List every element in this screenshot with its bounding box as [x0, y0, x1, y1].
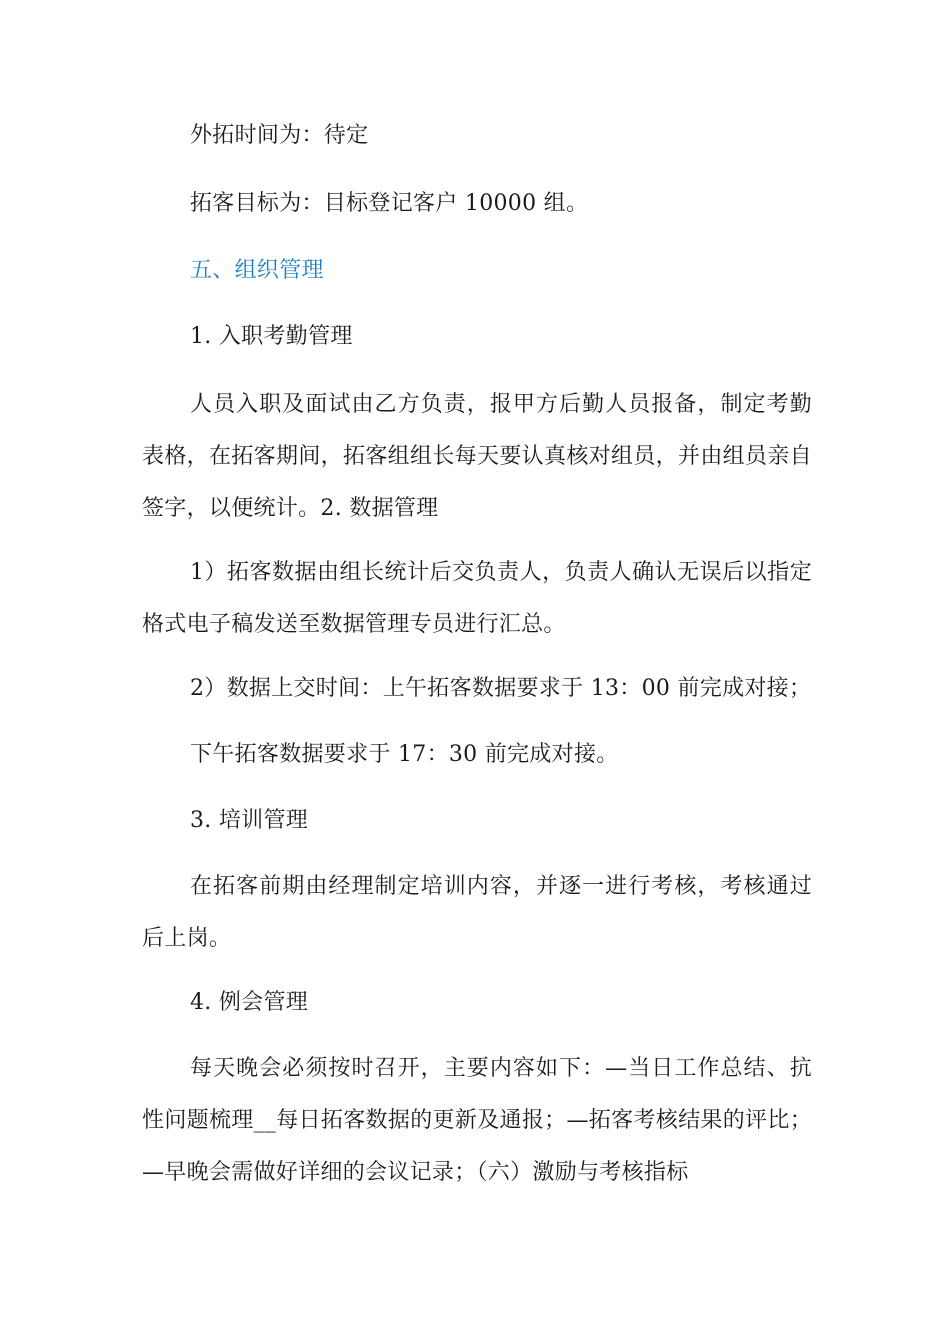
paragraph-meetings: 每天晚会必须按时召开，主要内容如下：—当日工作总结、抗性问题梳理__每日拓客数据的更新及通报；—拓客考核结果的评比；—早晚会需做好详细的会议记录；（六）激励与考核指标: [142, 1056, 812, 1185]
paragraph-data-3: 下午拓客数据要求于 17：30 前完成对接。: [190, 742, 619, 767]
section-heading-organization: 五、组织管理: [190, 258, 324, 283]
paragraph-attendance: 人员入职及面试由乙方负责，报甲方后勤人员报备，制定考勤表格，在拓客期间，拓客组组长每天要认真核对组员，并由组员亲自签字，以便统计。2. 数据管理: [142, 392, 812, 521]
subheading-training: 3. 培训管理: [190, 808, 309, 833]
paragraph-outreach-target: 拓客目标为：目标登记客户 10000 组。: [190, 191, 589, 216]
paragraph-data-2: 2）数据上交时间：上午拓客数据要求于 13：00 前完成对接；: [190, 676, 812, 701]
paragraph-data-1: 1）拓客数据由组长统计后交负责人，负责人确认无误后以指定格式电子稿发送至数据管理专员进行汇总。: [142, 560, 812, 637]
subheading-meetings: 4. 例会管理: [190, 990, 309, 1015]
paragraph-training: 在拓客前期由经理制定培训内容，并逐一进行考核，考核通过后上岗。: [142, 874, 812, 951]
subheading-attendance: 1. 入职考勤管理: [190, 324, 353, 349]
paragraph-outreach-time: 外拓时间为：待定: [190, 123, 369, 148]
